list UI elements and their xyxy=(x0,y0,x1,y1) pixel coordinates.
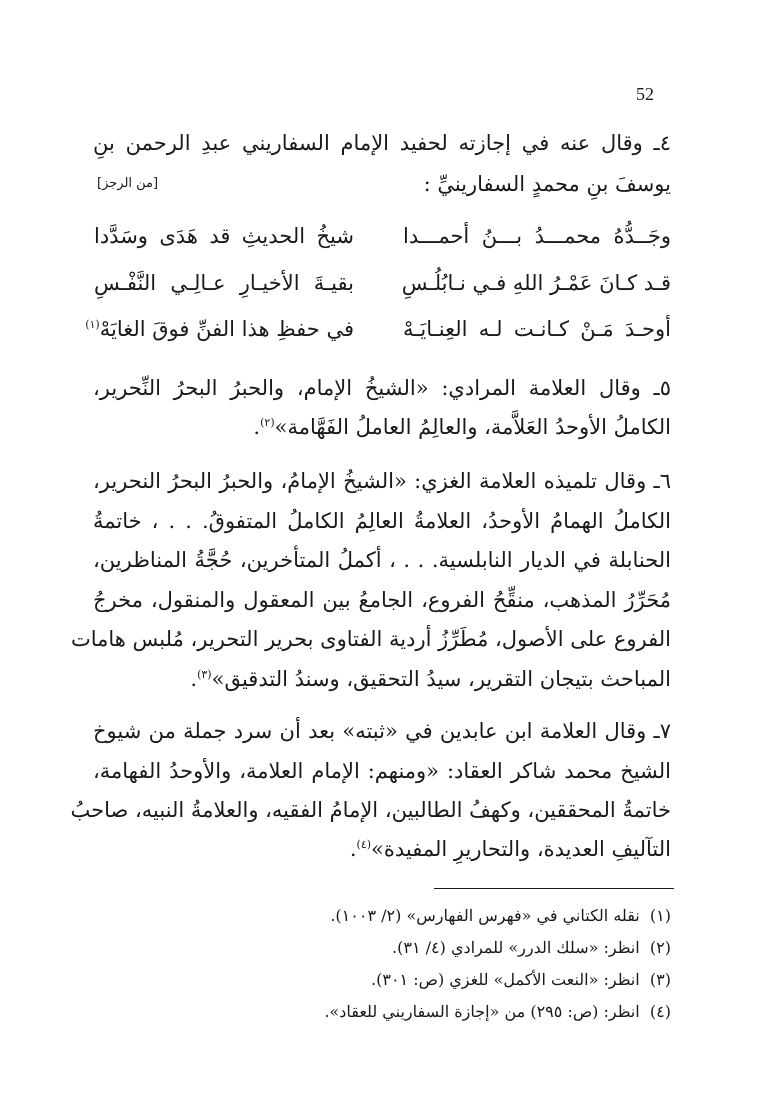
footnote-2-number: (٢) xyxy=(649,938,671,957)
paragraph-4-line-2: يوسفَ بنِ محمدٍ السفارينيِّ : xyxy=(423,172,671,196)
paragraph-5-line-2 xyxy=(93,412,671,442)
footnote-4 xyxy=(324,999,671,1025)
footnote-ref-4: (٤) xyxy=(356,838,372,851)
footnote-ref-3: (٣) xyxy=(197,668,212,681)
verse-3-first-hemistich: أوحـدَ مَـنْ كـانـت لـه العِنـايَـهْ xyxy=(403,317,671,341)
paragraph-7-line-4-text: التآليفِ العديدة، والتحاريرِ المفيدة» xyxy=(371,837,671,861)
paragraph-7-end: . xyxy=(349,837,357,861)
verse-3-second-text: في حفظِ هذا الفنِّ فوقَ الغايَهْ xyxy=(99,317,354,341)
footnote-2-text: انظر: «سلك الدرر» للمرادي (٤/ ٣١). xyxy=(392,938,640,957)
footnote-ref-1: (١) xyxy=(85,318,100,331)
paragraph-5-end: . xyxy=(253,415,261,439)
footnote-ref-2: (٢) xyxy=(260,416,275,429)
paragraph-7-line-3: خاتمةُ المحققين، وكهفُ الطالبين، الإمامُ الفقيه، والعلامةُ النبيه، صاحبُ xyxy=(70,798,671,822)
footnote-2 xyxy=(392,935,671,961)
paragraph-6-line-3: الحنابلة في الديار النابلسية. . . ، أكملُ المتأخرين، حُجَّةُ المناظرين، xyxy=(93,548,671,572)
footnote-1-number: (١) xyxy=(649,906,671,925)
paragraph-6-line-5: الفروع على الأصول، مُطَرِّزُ أردية الفتاوى بحرير التحرير، مُلبس هامات xyxy=(70,627,671,651)
page-number: 52 xyxy=(636,84,654,104)
paragraph-7-line-1: ٧ـ وقال العلامة ابن عابدين في «ثبته» بعد أن سرد جملة من شيوخ xyxy=(93,719,671,743)
footnote-4-text: انظر: (ص: ٢٩٥) من «إجازة السفاريني للعقاد». xyxy=(324,1002,640,1021)
paragraph-4-line-1: ٤ـ وقال عنه في إجازته لحفيد الإمام السفاريني عبدِ الرحمن بنِ xyxy=(93,131,671,155)
footnote-3 xyxy=(371,967,671,993)
footnote-1-text: نقله الكتاني في «فهرس الفهارس» (٢/ ١٠٠٣). xyxy=(330,906,640,925)
footnote-4-number: (٤) xyxy=(649,1002,671,1021)
verse-1-first-hemistich: وجَــدُّهُ محمـــدُ بـــنُ أحمـــدا xyxy=(403,224,671,248)
footnote-separator xyxy=(434,888,674,889)
footnote-3-number: (٣) xyxy=(649,970,671,989)
paragraph-6-line-1: ٦ـ وقال تلميذه العلامة الغزي: «الشيخُ الإمامُ، والحبرُ البحرُ النحرير، xyxy=(93,469,671,493)
paragraph-6-line-4: مُحَرِّرُ المذهب، منقِّحُ الفروع، الجامعُ بين المعقول والمنقول، مخرجُ xyxy=(93,588,671,612)
paragraph-7-line-2: الشيخ محمد شاكر العقاد: «ومنهم: الإمام العلامة، والأوحدُ الفهامة، xyxy=(93,759,671,783)
paragraph-6-end: . xyxy=(190,667,198,691)
paragraph-6-line-6-text: المباحث بتيجان التقرير، سيدُ التحقيق، وسندُ التدقيق» xyxy=(211,667,671,691)
verse-3-second-hemistich xyxy=(85,314,354,344)
paragraph-5-line-2-text: الكاملُ الأوحدُ العَلاَّمة، والعالِمُ العاملُ الفَهَّامة» xyxy=(274,415,671,439)
verse-1-second-hemistich: شيخُ الحديثِ قد هَدَى وسَدَّدا xyxy=(94,224,354,248)
poetic-meter-label: [من الرجز] xyxy=(97,176,159,191)
verse-2-first-hemistich: قـد كـانَ عَمْـرُ اللهِ فـي نـابُلُـسِ xyxy=(401,271,671,295)
verse-2-second-hemistich: بقيـةَ الأخيـارِ عـالِـي النَّفْـسِ xyxy=(94,271,354,295)
paragraph-6-line-6 xyxy=(93,664,671,694)
paragraph-5-line-1: ٥ـ وقال العلامة المرادي: «الشيخُ الإمام، والحبرُ البحرُ النِّحرير، xyxy=(93,376,671,400)
paragraph-7-line-4 xyxy=(93,834,671,864)
footnote-1 xyxy=(330,903,671,929)
footnote-3-text: انظر: «النعت الأكمل» للغزي (ص: ٣٠١). xyxy=(371,970,640,989)
paragraph-6-line-2: الكاملُ الهمامُ الأوحدُ، العلامةُ العالِمُ الكاملُ المتفوقُ. . . ، خاتمةُ xyxy=(93,509,671,533)
